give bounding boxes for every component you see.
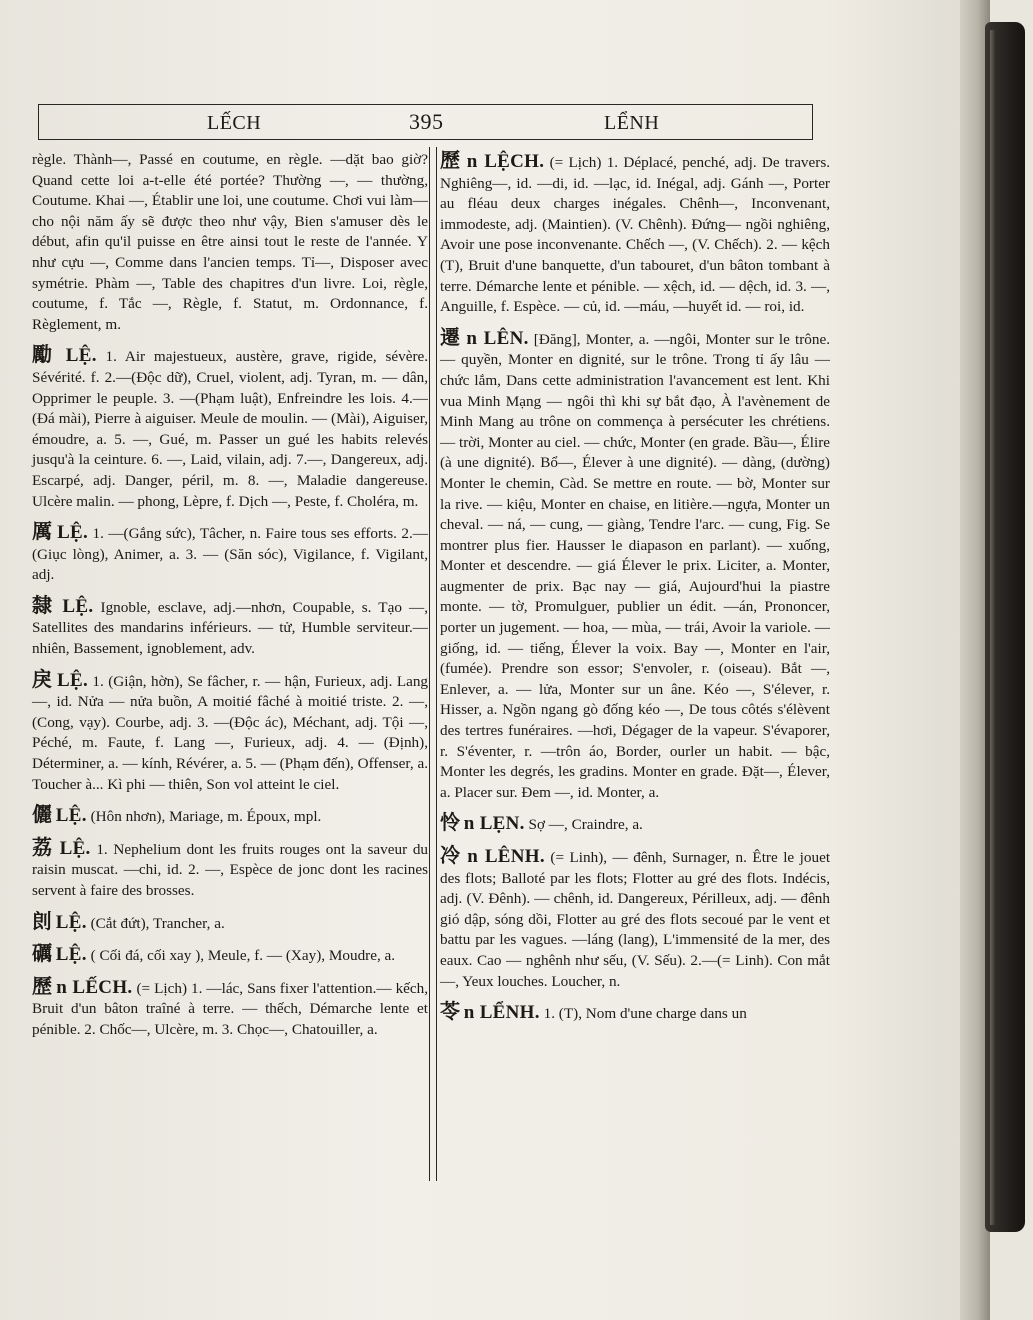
- left-column: [32, 150, 428, 1041]
- page-header: [38, 104, 813, 140]
- entry-headword: LỆ.: [55, 944, 87, 966]
- entry-headword: LỆ.: [65, 345, 97, 367]
- entry-han-character: 儷: [32, 802, 52, 827]
- entry-text: Sợ —, Craindre, a.: [528, 816, 643, 834]
- entry-text: (= Linh), — đênh, Surnager, n. Être le jouet des flots; Balloté par les flots; Flotter au gré des flots. Indécis, adj. (V. Đênh). — chênh, id. Dangereux, Périlleux, adj. — đênh gió dập, sóng dồi, Flotter au gré des flots secoué par le vent et battu par les vagues. —láng (lang), L'immensité de la mer, des eaux. Cao — nghênh như sếu, (V. Sếu). 2.—(= Linh). Con mắt—, Yeux louches. Loucher, n.: [440, 849, 831, 990]
- header-right-word: LỂNH: [604, 112, 660, 134]
- entry-han-character: 苓: [440, 999, 460, 1024]
- dictionary-entry: [32, 834, 429, 902]
- dictionary-entry: [440, 1001, 830, 1025]
- entry-headword: n LẾCH.: [56, 976, 133, 998]
- entry-text: [Đăng], Monter, a. —ngôi, Monter sur le trône. — quyền, Monter en dignité, sur le trône. Trong tỉ ấy lâu — chức lắm, Dans cette administration l'avancement est lent. Khi vua Minh Mạng — ngôi thì khi sự bắt đạo, À l'avènement de Minh Mang au trône on commença à persécuter les chrétiens. — trời, Monter au ciel. — chức, Monter (en grade. Bầu—, Élire (à une dignité). Bổ—, Élever à une dignité). — dàng, (dường) Monter le chemin, Càd. Se mettre en route. — bờ, Monter sur la rive. — kiệu, Monter en chaise, en litière.—ngựa, Monter un cheval. — ná, — cung, — giàng, Tendre l'arc. — cung, Fig. Se montrer plus fier. Hausser le diapason en parlant). — xuống, Monter et descendre. — giá Élever le prix. Liciter, a. Monter, augmenter de prix. Bạc nay — giá, Aujourd'hui la piastre monte. — tờ, Promulguer, publier un édit. —án, Prononcer, porter un jugement. — hoa, — mùa, — trái, Avoir la variole. — giống, id. — tiếng, Élever la voix. Bay —, Monter en l'air, (fumée). Prendre son essor; S'envoler, r. (oiseau). Bắt —, Enlever, a. — lửa, Monter sur un âne. Kéo —, S'élever, r. Hisser, a. Ngồn ngang gò đống kéo —, De tous côtés s'élèvent des tertres funéraires. —hơi, Dégager de la vapeur. S'évaporer, r. S'éventer, r. —trôn áo, Border, ourler un habit. — bậc, Monter les degrés, les gradins. Monter en grade. Đặt—, Élever, a. Placer sur. Đem —, id. Monter, a.: [440, 330, 831, 801]
- entry-text: ( Cối đá, cối xay ), Meule, f. — (Xay), Moudre, a.: [90, 947, 396, 965]
- dictionary-entry: [32, 943, 428, 967]
- entry-han-character: 歷: [440, 148, 462, 172]
- dictionary-entry: [440, 324, 831, 804]
- entry-headword: n LỂNH.: [463, 1002, 540, 1024]
- entry-headword: LỆ.: [55, 911, 87, 933]
- entry-text: (= Lịch) 1. —lác, Sans fixer l'attention.— kếch, Bruit d'un bâton traîné à terre. — thếch, Démarche lente et pénible. 2. Chốc—, Ulcère, m. 3. Chọc—, Chatouiller, a.: [32, 979, 429, 1038]
- entry-headword: LỆ.: [57, 522, 89, 544]
- dictionary-entry: [32, 666, 429, 796]
- entry-headword: LỆ.: [57, 669, 89, 691]
- dictionary-entry: [440, 150, 830, 318]
- dictionary-entry: [32, 521, 428, 586]
- dictionary-entry: [440, 845, 830, 992]
- dictionary-entry: [32, 908, 428, 935]
- entry-text: règle. Thành—, Passé en coutume, en règle. —dặt bao giờ? Quand cette loi a-t-elle été portée? Thường —, — thường, Coutume. Khai —, Établir une loi, une coutume. Chơi vui làm—cho nội năm ấy sẽ được theo như vậy, Bien s'amuser dès le début, afin qu'il puisse en être ainsi tout le reste de l'année. Y như cựu —, Comme dans l'ancien temps. Tỉ—, Disposer avec symétrie. Phàm —, Table des chapitres d'un livre. Loi, règle, coutume, f. Tắc —, Règle, f. Statut, m. Ordonnance, f. Règlement, m.: [32, 151, 428, 333]
- entry-text: 1. Air majestueux, austère, grave, rigide, sévère. Sévérité. f. 2.—(Độc dữ), Cruel, violent, adj. Tyran, m. — dân, Opprimer le peuple. 3. —(Phạm luật), Enfreindre les lois. 4.—(Đá mài), Pierre à aiguiser. Meule de moulin. — (Mài), Aiguiser, émoudre, a. 5. —, Gué, m. Passer un gué les habits relevés jusqu'à la ceinture. 6. —, Laid, vilain, adj. 7.—, Dangereux, adj. Escarpé, adj. Danger, péril, m. 8. —, Maladie dangereuse. Ulcère malin. — phong, Lèpre, f. Dịch —, Peste, f. Choléra, m.: [32, 348, 429, 510]
- entry-headword: n LÊN.: [466, 327, 529, 349]
- entry-han-character: 剆: [32, 908, 52, 933]
- page-number: 395: [409, 109, 444, 134]
- entry-headword: LỆ.: [59, 837, 91, 859]
- entry-headword: LỆ.: [62, 595, 94, 617]
- entry-han-character: 遷: [440, 324, 462, 349]
- right-column: [440, 150, 830, 1025]
- entry-headword: LỆ.: [55, 805, 87, 827]
- entry-headword: n LẸN.: [463, 813, 525, 835]
- entry-text: 1. —(Gắng sức), Tâcher, n. Faire tous ses efforts. 2.—(Giục lòng), Animer, a. 3. — (Săn sóc), Vigilance, f. Vigilant, adj.: [32, 525, 428, 584]
- header-left-word: LẾCH: [207, 112, 262, 134]
- entry-han-character: 歷: [32, 973, 53, 998]
- entry-han-character: 戾: [32, 666, 53, 691]
- dictionary-entry: [32, 592, 429, 660]
- book-spine-edge: [990, 30, 996, 1225]
- entry-text: (Cắt đứt), Trancher, a.: [90, 914, 225, 932]
- dictionary-entry: [32, 804, 428, 828]
- entry-text: (Hôn nhơn), Mariage, m. Époux, mpl.: [90, 808, 322, 826]
- dictionary-entry: [32, 973, 429, 1041]
- entry-han-character: 怜: [440, 810, 460, 835]
- entry-han-character: 厲: [32, 519, 53, 544]
- entry-text: 1. (Giận, hờn), Se fâcher, r. — hận, Furieux, adj. Lang —, id. Nửa — nửa buồn, A moitié fâché à moitié triste. 2. —, (Cong, vạy). Courbe, adj. 3. —(Độc ác), Méchant, adj. Tội —, Péché, m. Faute, f. Lang —, Furieux, adj. 4. — (Định), Déterminer, a. — kính, Révérer, a. 5. — (Phạm đến), Offenser, a. Toucher à... Kì phi — thiên, Son vol atteint le ciel.: [32, 672, 429, 793]
- entry-headword: n LÊNH.: [467, 846, 545, 867]
- dictionary-entry: [440, 812, 830, 836]
- dictionary-entry: [32, 344, 428, 512]
- entry-han-character: 隸: [32, 592, 56, 617]
- entry-han-character: 冷: [440, 843, 462, 867]
- entry-text: Ignoble, esclave, adj.—nhơn, Coupable, s. Tạo —, Satellites des mandarins inférieurs. — tử, Humble serviteur.— nhiên, Bassement, ignoblement, adv.: [32, 598, 429, 658]
- entry-headword: n LỆCH.: [466, 151, 545, 172]
- entry-han-character: 荔: [32, 834, 54, 859]
- entry-han-character: 勵: [32, 342, 57, 367]
- column-divider: [429, 147, 437, 1181]
- entry-text: 1. (T), Nom d'une charge dans un: [543, 1005, 747, 1023]
- entry-han-character: 礪: [32, 941, 52, 966]
- entry-text: 1. Nephelium dont les fruits rouges ont la saveur du raisin muscat. —chi, id. 2. —, Espèce de jonc dont les racines servent à faire des brosses.: [32, 840, 429, 899]
- entry-text: (= Lịch) 1. Déplacé, penché, adj. De travers. Nghiêng—, id. —di, id. —lạc, id. Inégal, adj. Gánh —, Porter au fléau deux charges inégales. Chênh—, Inconvenant, immodeste, adj. (Maintien). (V. Chênh). Đứng— ngồi nghiêng, Avoir une pose inconvenante. Chếch —, (V. Chếch). 2. — kệch (T), Bruit d'une banquette, d'un tabouret, d'un bâton tombant à terre. Démarche lente et pénible. — xệch, id. — dệch, id. 3. —, Anguille, f. Espèce. — củ, id. —máu, —huyết id. — roi, id.: [440, 154, 831, 316]
